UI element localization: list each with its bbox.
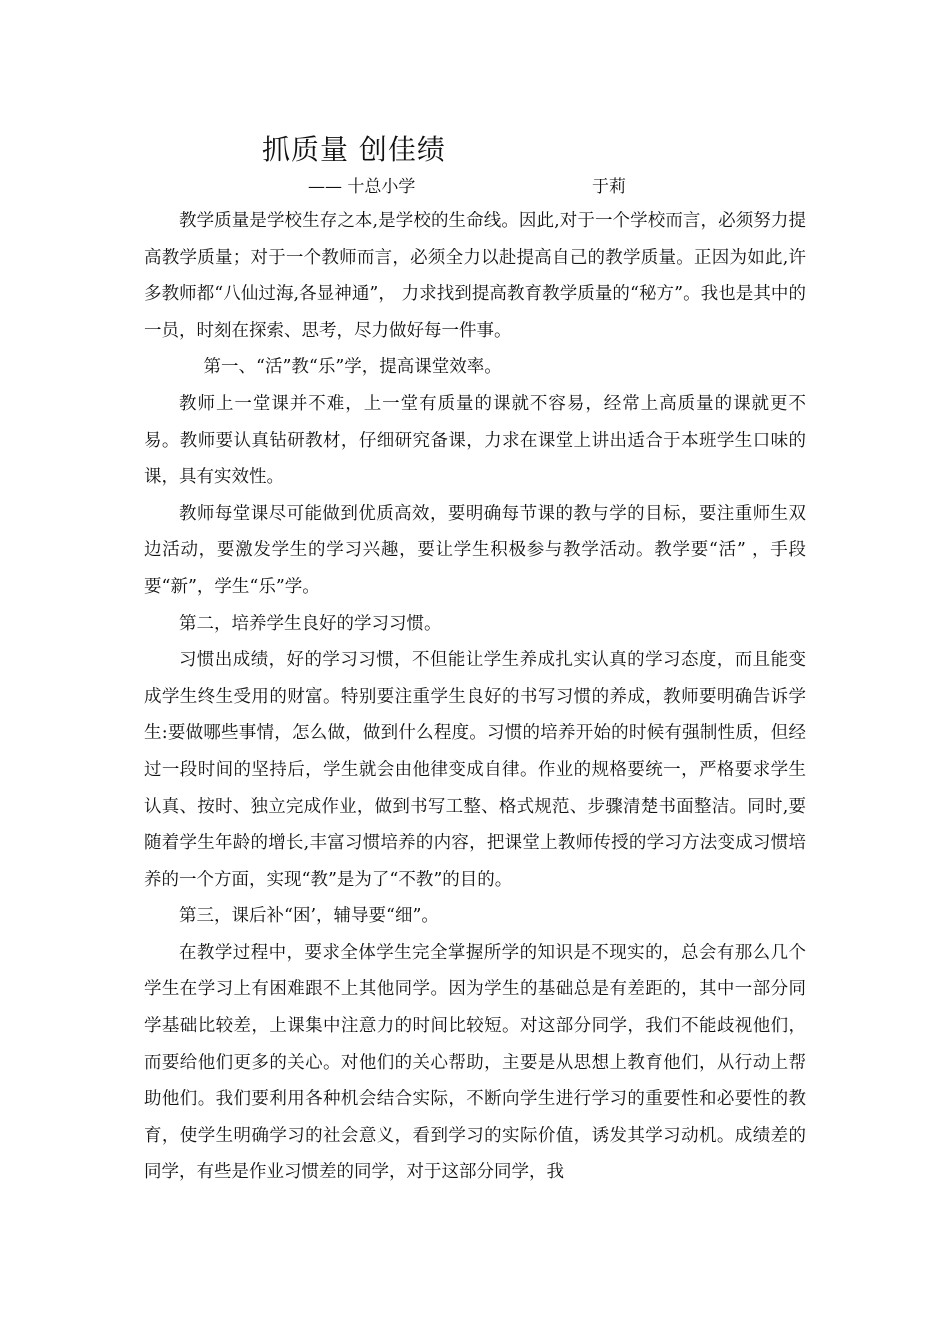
paragraph: 习惯出成绩，好的学习习惯，不但能让学生养成扎实认真的学习态度，而且能变成学生终生受用的财富。特别要注重学生良好的书写习惯的养成，教师要明确告诉学生:要做哪些事情，怎么做，做到什么程度。习惯的培养开始的时候有强制性质，但经过一段时间的坚持后，学生就会由他律变成自律。作业的规格要统一，严格要求学生认真、按时、独立完成作业，做到书写工整、格式规范、步骤清楚书面整洁。同时,要随着学生年龄的增长,丰富习惯培养的内容，把课堂上教师传授的学习方法变成习惯培养的一个方面，实现“教”是为了“不教”的目的。 <box>144 650 806 890</box>
section-heading-1: 第一、“活”教“乐”学，提高课堂效率。 <box>203 357 502 378</box>
paragraph: 教师每堂课尽可能做到优质高效，要明确每节课的教与学的目标，要注重师生双边活动，要激发学生的学习兴趣，要让学生积极参与教学活动。教学要“活” ，手段要“新”，学生“乐”学。 <box>144 503 806 597</box>
paragraph: 在教学过程中，要求全体学生完全掌握所学的知识是不现实的，总会有那么几个学生在学习上有困难跟不上其他同学。因为学生的基础总是有差距的，其中一部分同学基础比较差，上课集中注意力的时间比较短。对这部分同学，我们不能歧视他们，而要给他们更多的关心。对他们的关心帮助，主要是从思想上教育他们，从行动上帮助他们。我们要利用各种机会结合实际，不断向学生进行学习的重要性和必要性的教育，使学生明确学习的社会意义，看到学习的实际价值，诱发其学习动机。成绩差的同学，有些是作业习惯差的同学，对于这部分同学，我 <box>144 942 806 1183</box>
paragraph: 教师上一堂课并不难，上一堂有质量的课就不容易，经常上高质量的课就更不易。教师要认真钻研教材，仔细研究备课，力求在课堂上讲出适合于本班学生口味的课，具有实效性。 <box>144 393 806 488</box>
byline-school: —— 十总小学 <box>308 177 416 197</box>
byline-author: 于莉 <box>592 177 626 197</box>
section-heading-3: 第三，课后补“困’，辅导要“细”。 <box>179 906 439 927</box>
section-heading-2: 第二，培养学生良好的学习习惯。 <box>179 613 442 634</box>
paragraph-intro: 教学质量是学校生存之本,是学校的生命线。因此,对于一个学校而言，必须努力提高教学质量；对于一个教师而言，必须全力以赴提高自己的教学质量。正因为如此,许多教师都“八仙过海,各显神通”， 力求找到提高教育教学质量的“秘方”。我也是其中的一员，时刻在探索、思考，尽力做好每一件事。 <box>144 211 806 341</box>
document-title: 抓质量 创佳绩 <box>262 133 446 166</box>
document-body <box>144 203 806 1191</box>
